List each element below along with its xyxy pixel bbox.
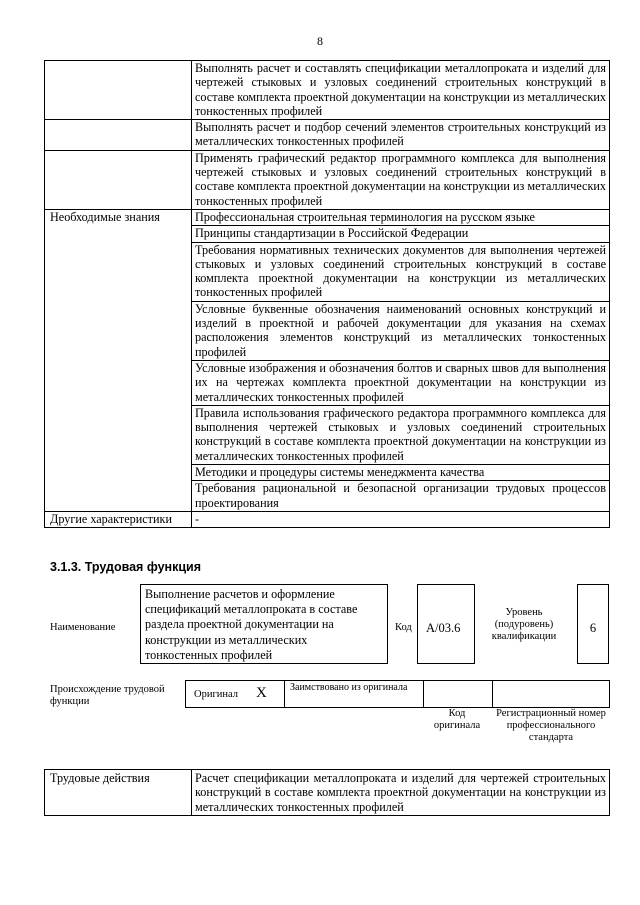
divider bbox=[284, 681, 285, 707]
name-label: Наименование bbox=[50, 622, 116, 633]
table-row bbox=[45, 209, 610, 225]
label-cell bbox=[45, 150, 192, 209]
skill-text: Применять графический редактор программного комплекса для выполнения чертежей стыковых и узловых соединений строительных конструкций в составе комплекта проектной документации на конструкции из металлических тонкостенных профилей bbox=[192, 150, 610, 209]
skills-knowledge-table bbox=[44, 60, 610, 528]
section-heading: 3.1.3. Трудовая функция bbox=[50, 560, 202, 574]
reg-caption: Регистрационный номер профессионального стандарта bbox=[496, 708, 606, 743]
function-name-box: Выполнение расчетов и оформление спецификаций металлопроката в составе раздела проектной документации на конструкции из металлических тонкостенных профилей bbox=[140, 584, 388, 664]
level-label: Уровень (подуровень) квалификации bbox=[491, 607, 557, 642]
skill-text: Выполнять расчет и подбор сечений элементов строительных конструкций из металлических тонкостенных профилей bbox=[192, 120, 610, 151]
original-mark: X bbox=[256, 685, 267, 701]
label-cell bbox=[45, 120, 192, 151]
divider bbox=[423, 681, 424, 707]
code-caption: Код оригинала bbox=[433, 708, 481, 731]
knowledge-text: Требования рациональной и безопасной организации трудовых процессов проектирования bbox=[192, 481, 610, 512]
action-text: Расчет спецификации металлопроката и изделий для чертежей строительных конструкций в составе комплекта проектной документации на конструкции из металлических тонкостенных профилей bbox=[192, 770, 610, 816]
actions-label: Трудовые действия bbox=[45, 770, 192, 816]
label-cell bbox=[45, 61, 192, 120]
knowledge-text: Профессиональная строительная терминология на русском языке bbox=[192, 209, 610, 225]
code-value-box: А/03.6 bbox=[417, 584, 475, 664]
table-row bbox=[45, 120, 610, 151]
knowledge-text: Условные изображения и обозначения болтов и сварных швов для выполнения их на чертежах комплекта проектной документации на конструкции из металлических тонкостенных профилей bbox=[192, 360, 610, 405]
actions-table bbox=[44, 769, 610, 816]
knowledge-text: Принципы стандартизации в Российской Федерации bbox=[192, 226, 610, 242]
code-label: Код bbox=[395, 622, 412, 633]
other-label: Другие характеристики bbox=[45, 511, 192, 527]
borrowed-label: Заимствовано из оригинала bbox=[290, 682, 408, 693]
knowledge-text: Требования нормативных технических документов для выполнения чертежей стыковых и узловых соединений строительных конструкций в составе комплекта проектной документации на конструкции из металлических тонкостенных профилей bbox=[192, 242, 610, 301]
skill-text: Выполнять расчет и составлять спецификации металлопроката и изделий для чертежей стыковых и узловых соединений строительных конструкций в составе комплекта проектной документации на конструкции из металлических тонкостенных профилей bbox=[192, 61, 610, 120]
table-row bbox=[45, 150, 610, 209]
origin-table bbox=[185, 680, 610, 708]
table-row bbox=[45, 511, 610, 527]
original-label: Оригинал bbox=[194, 689, 238, 700]
table-row bbox=[45, 770, 610, 816]
level-value-box: 6 bbox=[577, 584, 609, 664]
origin-label: Происхождение трудовой функции bbox=[50, 684, 165, 707]
knowledge-text: Методики и процедуры системы менеджмента качества bbox=[192, 465, 610, 481]
knowledge-text: Условные буквенные обозначения наименований основных конструкций и изделий в проектной и рабочей документации для указания на схемах расположения элементов конструкций из металлических тонкостенных профилей bbox=[192, 301, 610, 360]
page-number: 8 bbox=[317, 34, 323, 48]
table-row bbox=[45, 61, 610, 120]
knowledge-label: Необходимые знания bbox=[45, 209, 192, 511]
other-value: - bbox=[192, 511, 610, 527]
knowledge-text: Правила использования графического редактора программного комплекса для выполнения чертежей стыковых и узловых соединений строительных конструкций в составе комплекта проектной документации на конструкции из металлических тонкостенных профилей bbox=[192, 405, 610, 464]
divider bbox=[492, 681, 493, 707]
